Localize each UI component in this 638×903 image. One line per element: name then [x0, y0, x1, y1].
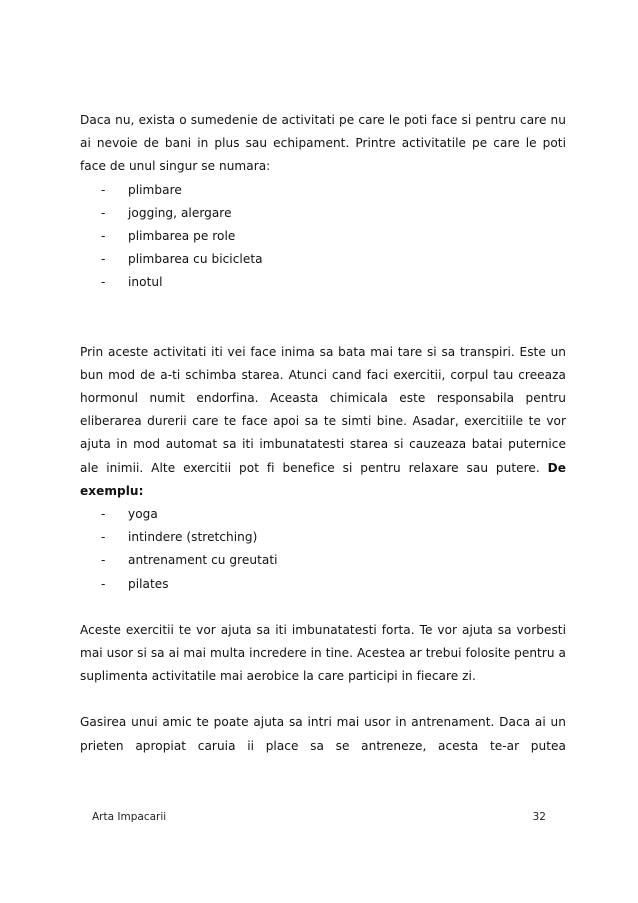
list-dash: -	[101, 576, 106, 591]
list-item	[80, 179, 566, 202]
list-item-text: plimbarea pe role	[128, 229, 236, 244]
list-item-text: inotul	[128, 275, 163, 290]
list-item-text: antrenament cu greutati	[128, 553, 278, 568]
list-item-text: plimbarea cu bicicleta	[128, 252, 263, 267]
paragraph-3: Aceste exercitii te vor ajuta sa iti imbunatatesti forta. Te vor ajuta sa vorbesti mai usor si sa ai mai multa incredere in tine. Acestea ar trebui folosite pentru a suplimenta activitatile mai aerobice la care participi in fiecare zi.	[80, 622, 566, 684]
example-heading: De exemplu:	[80, 460, 566, 498]
paragraph-2	[80, 341, 566, 503]
spacer	[80, 688, 566, 711]
list-dash: -	[101, 553, 106, 568]
list-item-text: pilates	[128, 576, 169, 591]
list-item-text: jogging, alergare	[128, 205, 232, 220]
list-dash: -	[101, 229, 106, 244]
list-dash: -	[101, 182, 106, 197]
list-dash: -	[101, 205, 106, 220]
list-item	[80, 526, 566, 549]
list-item	[80, 202, 566, 225]
list-item	[80, 503, 566, 526]
list-dash: -	[101, 275, 106, 290]
list-item	[80, 225, 566, 248]
list-item	[80, 248, 566, 271]
list-dash: -	[101, 507, 106, 522]
list-dash: -	[101, 530, 106, 545]
spacer	[80, 596, 566, 619]
paragraph-2-text: Prin aceste activitati iti vei face inima sa bata mai tare si sa transpiri. Este un bun mod de a-ti schimba starea. Atunci cand faci exercitii, corpul tau creeaza hormonul numit endorfina. Aceasta chimicala este responsabila pentru eliberarea durerii care te face apoi sa te simti bine. Asadar, exercitiile te vor ajuta in mod automat sa iti imbunatatesti starea si cauzeaza batai puternice ale inimii. Alte exercitii pot fi benefice si pentru relaxare sau putere.	[80, 344, 566, 475]
list-item-text: plimbare	[128, 182, 182, 197]
page-content	[80, 109, 566, 758]
list-item-text: yoga	[128, 507, 158, 522]
list-item	[80, 573, 566, 596]
exercises-list	[80, 503, 566, 596]
list-item	[80, 549, 566, 572]
activities-list	[80, 179, 566, 295]
list-item-text: intindere (stretching)	[128, 530, 258, 545]
page-footer	[92, 811, 546, 823]
paragraph-4: Gasirea unui amic te poate ajuta sa intri mai usor in antrenament. Daca ai un prieten apropiat caruia ii place sa se antreneze, acesta te-ar putea	[80, 715, 566, 753]
spacer	[80, 295, 566, 341]
list-dash: -	[101, 252, 106, 267]
list-item	[80, 271, 566, 294]
page-number: 32	[532, 811, 546, 823]
footer-title: Arta Impacarii	[92, 811, 167, 823]
paragraph-1: Daca nu, exista o sumedenie de activitati pe care le poti face si pentru care nu ai nevoie de bani in plus sau echipament. Printre activitatile pe care le poti face de unul singur se numara:	[80, 113, 566, 174]
